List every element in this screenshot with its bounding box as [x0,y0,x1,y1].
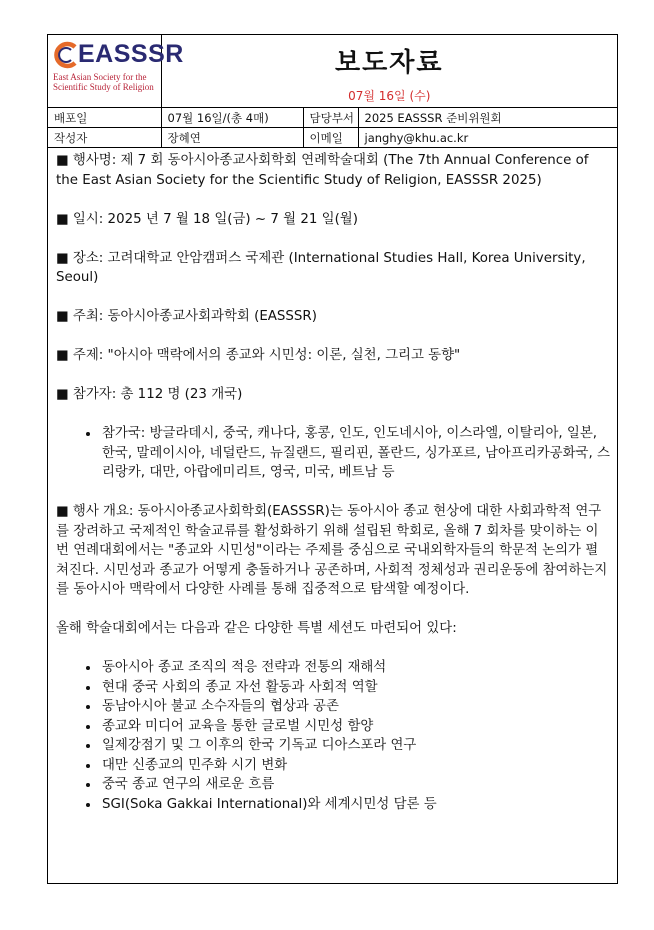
label-email: 이메일 [303,128,358,148]
info-row-author [48,128,617,148]
countries-list [56,424,611,483]
header-table [48,35,617,148]
list-item: • 대만 신종교의 민주화 시기 변화 [100,756,611,776]
easssr-logo [48,35,184,107]
event-overview: ■ 행사 개요: 동아시아종교사회학회(EASSSR)는 동아시아 종교 현상에 대한 사회과학적 연구를 장려하고 국제적인 학술교류를 활성화하기 위해 설립된 학회로, 올해 7 회차를 맞이하는 이번 연례대회에서는 "종교와 시민성"이라는 주제를 중심으로 국내외학자들의 학문적 논의가 펼쳐진다. 시민성과 종교가 어떻게 충돌하거나 공존하며, 사회적 정체성과 권리운동에 참여하는지를 동아시아 맥락에서 다양한 사례를 통해 집중적으로 탐색할 예정이다. [56,504,608,597]
list-item: • 일제강점기 및 그 이후의 한국 기독교 디아스포라 연구 [100,736,611,756]
value-department: 2025 EASSSR 준비위원회 [358,108,617,128]
event-date: ■ 일시: 2025 년 7 월 18 일(금) ~ 7 월 21 일(월) [56,211,358,227]
press-body [48,148,617,814]
list-item: • 종교와 미디어 교육을 통한 글로벌 시민성 함양 [100,717,611,737]
event-participants: ■ 참가자: 총 112 명 (23 개국) [56,387,243,402]
value-distribution-date: 07월 16일/(총 4매) [161,108,303,128]
event-theme: ■ 주제: "아시아 맥락에서의 종교와 시민성: 이론, 실천, 그리고 동향" [56,348,461,363]
list-item: • 현대 중국 사회의 종교 자선 활동과 사회적 역할 [100,678,611,698]
list-item: • 동남아시아 불교 소수자들의 협상과 공존 [100,697,611,717]
event-host: ■ 주최: 동아시아종교사회과학회 (EASSSR) [56,309,317,324]
value-author: 장혜연 [161,128,303,148]
event-venue: ■ 장소: 고려대학교 안암캠퍼스 국제관 (International Studies Hall, Korea University, Seoul) [56,250,586,285]
release-date: 07월 16일 (수) [348,89,431,103]
special-sessions-list [56,658,611,814]
label-distribution-date: 배포일 [48,108,161,128]
list-item: • 참가국: 방글라데시, 중국, 캐나다, 홍콩, 인도, 인도네시아, 이스라엘, 이탈리아, 일본, 한국, 말레이시아, 네덜란드, 뉴질랜드, 필리핀, 폴란드, 싱가포르, 남아프리카공화국, 스리랑카, 대만, 아랍에미리트, 영국, 미국, 베트남 등 [100,424,611,483]
event-name: ■ 행사명: 제 7 회 동아시아종교사회학회 연례학술대회 (The 7th Annual Conference of the East Asian Society for the Scientific Study of Religion, EASSSR 2025) [56,153,589,188]
special-sessions-intro: 올해 학술대회에서는 다음과 같은 다양한 특별 세션도 마련되어 있다: [56,621,457,636]
logo-subtitle: East Asian Society for the Scientific Study of Religion [53,72,154,92]
logo-arc-icon [53,41,81,69]
value-email[interactable]: janghy@khu.ac.kr [358,128,617,148]
page-title: 보도자료 [335,48,444,78]
logo-cell [48,35,184,108]
list-item: • 동아시아 종교 조직의 적응 전략과 전통의 재해석 [100,658,611,678]
logo-name: EASSSR [78,40,184,68]
info-row-distribution [48,108,617,128]
list-item: • SGI(Soka Gakkai International)와 세계시민성 담론 등 [100,795,611,815]
list-item: • 중국 종교 연구의 새로운 흐름 [100,775,611,795]
label-department: 담당부서 [303,108,358,128]
title-cell [161,35,617,108]
press-release-frame [47,34,618,884]
label-author: 작성자 [48,128,161,148]
